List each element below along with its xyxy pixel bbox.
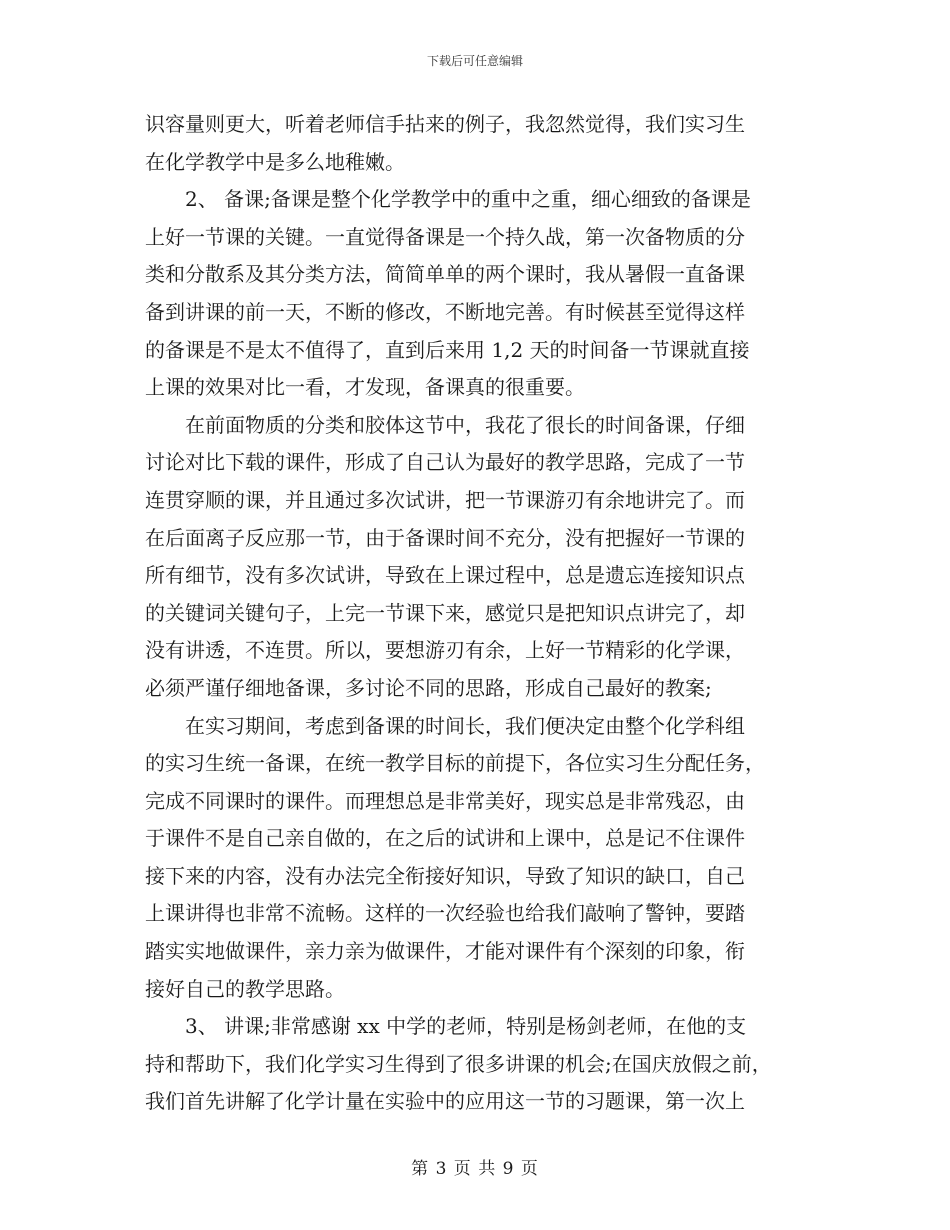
- text-line: 完成不同课时的课件。而理想总是非常美好，现实总是非常残忍，由: [145, 788, 745, 813]
- text-line: 上课讲得也非常不流畅。这样的一次经验也给我们敲响了警钟，要踏: [145, 901, 745, 926]
- text-line: 没有讲透，不连贯。所以，要想游刃有余，上好一节精彩的化学课，: [145, 638, 745, 663]
- text-line: 类和分散系及其分类方法，简简单单的两个课时，我从暑假一直备课: [145, 262, 745, 287]
- text-line: 在实习期间，考虑到备课的时间长，我们便决定由整个化学科组: [185, 713, 745, 738]
- text-line: 必须严谨仔细地备课，多讨论不同的思路，形成自己最好的教案;: [145, 675, 712, 700]
- text-line: 备到讲课的前一天，不断的修改，不断地完善。有时候甚至觉得这样: [145, 299, 745, 324]
- page-header: 下载后可任意编辑: [426, 54, 523, 68]
- body-text: [145, 106, 820, 1121]
- text-line: 在化学教学中是多么地稚嫩。: [145, 149, 405, 174]
- text-line: 2、 备课;备课是整个化学教学中的重中之重，细心细致的备课是: [185, 187, 751, 212]
- text-line: 上好一节课的关键。一直觉得备课是一个持久战，第一次备物质的分: [145, 224, 745, 249]
- text-line: 踏实实地做课件，亲力亲为做课件，才能对课件有个深刻的印象，衔: [145, 939, 745, 964]
- text-line: 连贯穿顺的课，并且通过多次试讲，把一节课游刃有余地讲完了。而: [145, 487, 745, 512]
- text-line: 接好自己的教学思路。: [145, 976, 345, 1001]
- text-line: 接下来的内容，没有办法完全衔接好知识，导致了知识的缺口，自己: [145, 863, 745, 888]
- text-line: 我们首先讲解了化学计量在实验中的应用这一节的习题课，第一次上: [145, 1089, 745, 1114]
- text-line: 识容量则更大，听着老师信手拈来的例子，我忽然觉得，我们实习生: [145, 112, 745, 136]
- page-number: 第 3 页 共 9 页: [411, 1159, 539, 1179]
- text-line: 在后面离子反应那一节，由于备课时间不充分，没有把握好一节课的: [145, 525, 745, 550]
- text-line: 讨论对比下载的课件，形成了自己认为最好的教学思路，完成了一节: [145, 450, 745, 475]
- text-line: 上课的效果对比一看，才发现，备课真的很重要。: [145, 375, 585, 400]
- text-line: 于课件不是自己亲自做的，在之后的试讲和上课中，总是记不住课件: [145, 826, 745, 851]
- text-line: 的关键词关键句子，上完一节课下来，感觉只是把知识点讲完了，却: [145, 600, 745, 625]
- text-line: 持和帮助下，我们化学实习生得到了很多讲课的机会;在国庆放假之前，: [145, 1051, 772, 1076]
- text-line: 3、 讲课;非常感谢 xx 中学的老师，特别是杨剑老师，在他的支: [185, 1014, 747, 1039]
- text-line: 在前面物质的分类和胶体这节中，我花了很长的时间备课，仔细: [185, 412, 745, 437]
- text-line: 的备课是不是太不值得了，直到后来用 1,2 天的时间备一节课就直接: [145, 337, 750, 362]
- text-line: 的实习生统一备课，在统一教学目标的前提下，各位实习生分配任务，: [145, 751, 765, 776]
- text-line: 所有细节，没有多次试讲，导致在上课过程中，总是遗忘连接知识点: [145, 563, 745, 588]
